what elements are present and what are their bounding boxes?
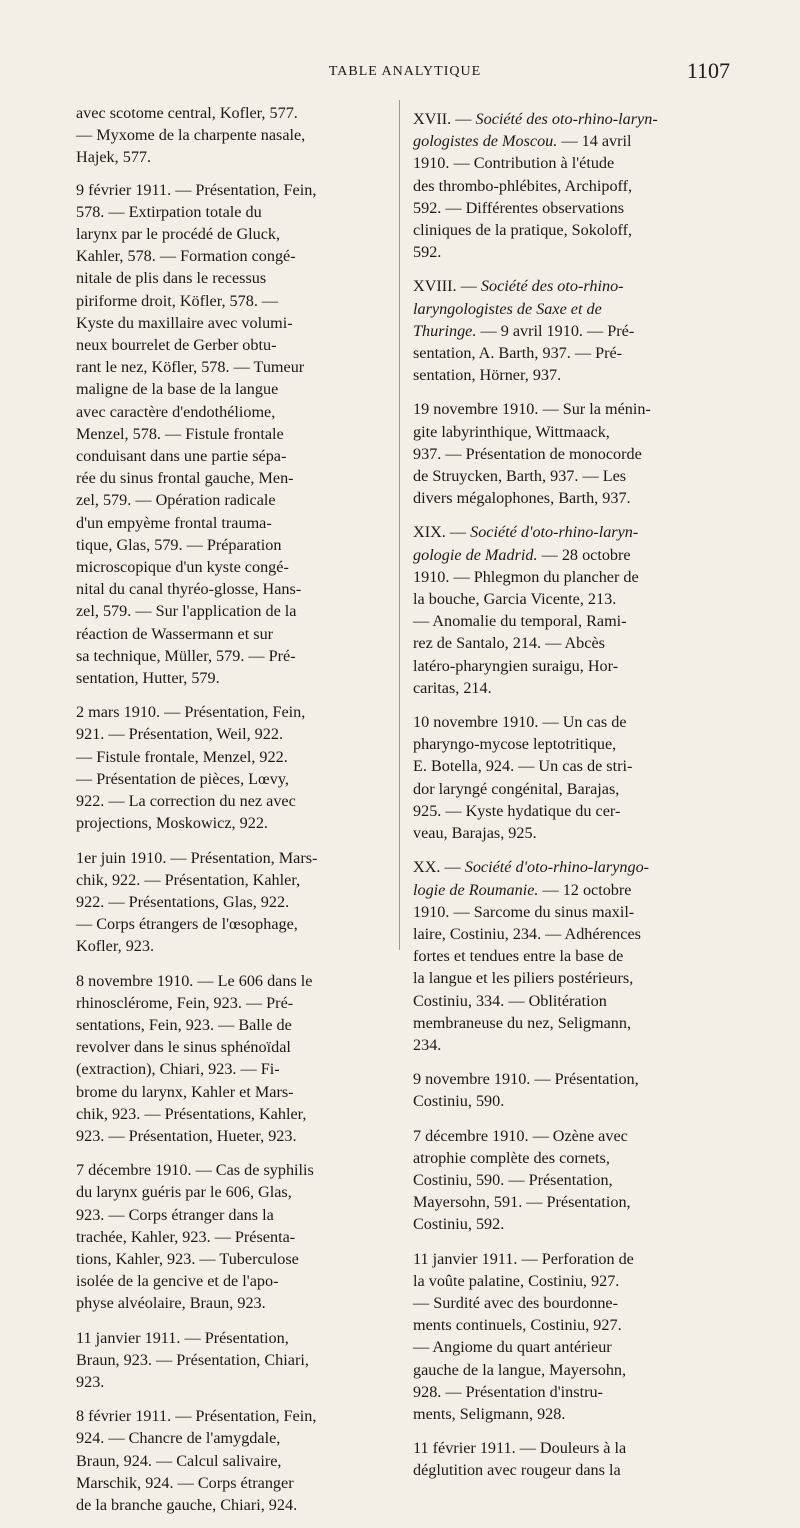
- entry-line: 924. — Chancre de l'amygdale,: [76, 1429, 281, 1448]
- entry-line: microscopique d'un kyste congé-: [76, 558, 289, 577]
- entry-line: 9 novembre 1910. — Présentation,: [413, 1070, 639, 1089]
- page-number: 1107: [686, 58, 730, 83]
- entry-line: 937. — Présentation de monocorde: [413, 444, 642, 463]
- index-entry: [76, 701, 386, 834]
- entry-line: conduisant dans une partie sépa-: [76, 447, 287, 466]
- section-number: XVII. —: [413, 110, 476, 128]
- entry-line: rée du sinus frontal gauche, Men-: [76, 469, 294, 488]
- entry-line: — Corps étrangers de l'œsophage,: [76, 915, 298, 934]
- entry-line: [413, 108, 731, 130]
- entry-line: Hajek, 577.: [76, 148, 152, 167]
- entry-line: 7 décembre 1910. — Ozène avec: [413, 1126, 628, 1145]
- entry-line: neux bourrelet de Gerber obtu-: [76, 336, 277, 355]
- entry-line: latéro-pharyngien suraigu, Hor-: [413, 656, 619, 675]
- entry-line: — Fistule frontale, Menzel, 922.: [76, 747, 288, 766]
- entry-line: (extraction), Chiari, 923. — Fi-: [76, 1060, 280, 1079]
- society-date: — 9 avril 1910. — Pré-: [476, 321, 635, 340]
- index-entry: [76, 1405, 386, 1516]
- entry-line: zel, 579. — Opération radicale: [76, 491, 276, 510]
- entry-line: avec scotome central, Kofler, 577.: [76, 104, 298, 122]
- entry-line: Marschik, 924. — Corps étranger: [76, 1473, 294, 1492]
- page-header: [0, 58, 800, 88]
- society-name: gologistes de Moscou.: [413, 132, 558, 151]
- index-entry: [76, 1159, 386, 1314]
- entry-line: veau, Barajas, 925.: [413, 824, 537, 843]
- entry-line: Menzel, 578. — Fistule frontale: [76, 424, 284, 443]
- entry-line: 921. — Présentation, Weil, 922.: [76, 725, 284, 744]
- entry-line: maligne de la base de la langue: [76, 380, 279, 399]
- entry-line: 8 février 1911. — Présentation, Fein,: [76, 1407, 317, 1426]
- society-name: logie de Roumanie.: [413, 880, 539, 899]
- society-section: [413, 108, 731, 263]
- entry-line: Kyste du maxillaire avec volumi-: [76, 313, 293, 332]
- entry-line: rhinosclérome, Fein, 923. — Pré-: [76, 993, 294, 1012]
- entry-line: 19 novembre 1910. — Sur la ménin-: [413, 400, 651, 419]
- society-section: [413, 856, 731, 1056]
- left-column: [76, 102, 386, 1528]
- entry-line: du larynx guéris par le 606, Glas,: [76, 1183, 292, 1202]
- index-entry: [413, 1125, 731, 1236]
- entry-line: 923. — Corps étranger dans la: [76, 1205, 274, 1224]
- entry-line: [413, 879, 731, 901]
- society-section: [413, 275, 731, 386]
- society-date: — 12 octobre: [538, 880, 632, 899]
- entry-line: atrophie complète des cornets,: [413, 1148, 610, 1167]
- entry-line: 11 janvier 1911. — Présentation,: [76, 1328, 289, 1347]
- entry-line: piriforme droit, Köfler, 578. —: [76, 291, 279, 310]
- entry-line: laire, Costiniu, 234. — Adhérences: [413, 924, 641, 943]
- entry-line: 925. — Kyste hydatique du cer-: [413, 801, 621, 820]
- entry-line: — Anomalie du temporal, Rami-: [413, 612, 627, 631]
- entry-line: zel, 579. — Sur l'application de la: [76, 602, 297, 621]
- entry-line: [413, 521, 731, 543]
- entry-line: réaction de Wassermann et sur: [76, 624, 274, 643]
- index-entry: [413, 1068, 731, 1112]
- entry-line: Costiniu, 334. — Oblitération: [413, 991, 607, 1010]
- entry-line: 10 novembre 1910. — Un cas de: [413, 713, 627, 732]
- entry-line: chik, 922. — Présentation, Kahler,: [76, 870, 301, 889]
- entry-line: des thrombo-phlébites, Archipoff,: [413, 176, 633, 195]
- entry-line: sentation, Hörner, 937.: [413, 366, 562, 385]
- entry-line: 1910. — Phlegmon du plancher de: [413, 567, 639, 586]
- entry-line: Kofler, 923.: [76, 937, 155, 956]
- right-column: [413, 102, 731, 1494]
- entry-line: — Angiome du quart antérieur: [413, 1338, 612, 1357]
- entry-line: [413, 856, 731, 878]
- society-name: Société des oto-rhino-laryn-: [475, 110, 658, 128]
- entry-line: Costiniu, 590.: [413, 1092, 505, 1111]
- entry-line: [413, 544, 731, 566]
- entry-line: 923.: [76, 1372, 105, 1391]
- index-entry: [413, 1437, 731, 1481]
- entry-line: avec caractère d'endothéliome,: [76, 402, 276, 421]
- entry-line: nitale de plis dans le recessus: [76, 269, 267, 288]
- index-entry: [413, 398, 731, 509]
- section-number: XVIII. —: [413, 277, 481, 296]
- column-divider: [399, 100, 400, 950]
- index-entry: [76, 847, 386, 958]
- entry-line: gite labyrinthique, Wittmaack,: [413, 422, 610, 441]
- entry-line: sentation, A. Barth, 937. — Pré-: [413, 344, 623, 363]
- index-entry: [413, 1248, 731, 1426]
- entry-line: trachée, Kahler, 923. — Présenta-: [76, 1227, 296, 1246]
- entry-line: déglutition avec rougeur dans la: [413, 1461, 621, 1480]
- entry-line: chik, 923. — Présentations, Kahler,: [76, 1104, 307, 1123]
- society-date: — 28 octobre: [537, 545, 631, 564]
- entry-line: fortes et tendues entre la base de: [413, 947, 624, 966]
- entry-line: 2 mars 1910. — Présentation, Fein,: [76, 703, 306, 722]
- entry-line: dor laryngé congénital, Barajas,: [413, 779, 620, 798]
- entry-line: [413, 130, 731, 152]
- entry-line: Braun, 924. — Calcul salivaire,: [76, 1451, 282, 1470]
- entry-line: de la branche gauche, Chiari, 924.: [76, 1495, 298, 1514]
- entry-line: rant le nez, Köfler, 578. — Tumeur: [76, 358, 305, 377]
- entry-line: membraneuse du nez, Seligmann,: [413, 1013, 632, 1032]
- society-section: [413, 521, 731, 699]
- society-date: — 14 avril: [557, 132, 632, 151]
- entry-line: revolver dans le sinus sphénoïdal: [76, 1038, 291, 1057]
- entry-line: 11 janvier 1911. — Perforation de: [413, 1249, 634, 1268]
- section-number: XIX. —: [413, 523, 471, 542]
- entry-line: 9 février 1911. — Présentation, Fein,: [76, 180, 317, 199]
- entry-line: 1910. — Sarcome du sinus maxil-: [413, 902, 635, 921]
- entry-line: pharyngo-mycose leptotritique,: [413, 735, 617, 754]
- entry-line: — Présentation de pièces, Lœvy,: [76, 769, 289, 788]
- entry-line: gauche de la langue, Mayersohn,: [413, 1360, 627, 1379]
- entry-line: la bouche, Garcia Vicente, 213.: [413, 590, 617, 609]
- entry-line: 1910. — Contribution à l'étude: [413, 154, 615, 173]
- entry-line: [413, 275, 731, 297]
- entry-line: 8 novembre 1910. — Le 606 dans le: [76, 971, 313, 990]
- entry-line: [413, 320, 731, 342]
- society-name: laryngologistes de Saxe et de: [413, 299, 602, 318]
- entry-line: [413, 298, 731, 320]
- index-entry: [76, 102, 386, 169]
- society-name: Société d'oto-rhino-laryn-: [470, 523, 639, 542]
- society-name: gologie de Madrid.: [413, 545, 538, 564]
- entry-line: de Struycken, Barth, 937. — Les: [413, 467, 627, 486]
- entry-line: ments, Seligmann, 928.: [413, 1404, 566, 1423]
- entry-line: tique, Glas, 579. — Préparation: [76, 535, 282, 554]
- entry-line: Costiniu, 592.: [413, 1215, 505, 1234]
- entry-line: — Surdité avec des bourdonne-: [413, 1293, 618, 1312]
- index-entry: [76, 1327, 386, 1394]
- entry-line: 592.: [413, 243, 442, 262]
- entry-line: sentations, Fein, 923. — Balle de: [76, 1015, 292, 1034]
- entry-line: E. Botella, 924. — Un cas de stri-: [413, 757, 633, 776]
- society-name: Société des oto-rhino-: [480, 277, 624, 296]
- entry-line: nital du canal thyréo-glosse, Hans-: [76, 580, 302, 599]
- entry-line: 234.: [413, 1035, 442, 1054]
- entry-line: la langue et les piliers postérieurs,: [413, 969, 634, 988]
- entry-line: 592. — Différentes observations: [413, 198, 624, 217]
- entry-line: Costiniu, 590. — Présentation,: [413, 1170, 613, 1189]
- entry-line: larynx par le procédé de Gluck,: [76, 225, 281, 244]
- entry-line: 7 décembre 1910. — Cas de syphilis: [76, 1161, 314, 1180]
- running-title: TABLE ANALYTIQUE: [328, 64, 482, 79]
- entry-line: sentation, Hutter, 579.: [76, 669, 220, 688]
- entry-line: sa technique, Müller, 579. — Pré-: [76, 646, 296, 665]
- entry-line: 922. — Présentations, Glas, 922.: [76, 892, 290, 911]
- entry-line: Kahler, 578. — Formation congé-: [76, 247, 296, 266]
- entry-line: projections, Moskowicz, 922.: [76, 814, 268, 833]
- entry-line: 923. — Présentation, Hueter, 923.: [76, 1126, 297, 1145]
- entry-line: ments continuels, Costiniu, 927.: [413, 1316, 622, 1335]
- entry-line: 928. — Présentation d'instru-: [413, 1382, 603, 1401]
- entry-line: la voûte palatine, Costiniu, 927.: [413, 1271, 620, 1290]
- entry-line: 578. — Extirpation totale du: [76, 202, 262, 221]
- entry-line: rez de Santalo, 214. — Abcès: [413, 634, 605, 653]
- society-name: Thuringe.: [413, 321, 477, 340]
- entry-line: 11 février 1911. — Douleurs à la: [413, 1439, 627, 1458]
- entry-line: 1er juin 1910. — Présentation, Mars-: [76, 848, 318, 867]
- index-entry: [76, 179, 386, 690]
- section-number: XX. —: [413, 858, 465, 877]
- entry-line: Mayersohn, 591. — Présentation,: [413, 1193, 631, 1212]
- entry-line: tions, Kahler, 923. — Tuberculose: [76, 1249, 299, 1268]
- entry-line: d'un empyème frontal trauma-: [76, 513, 272, 532]
- entry-line: caritas, 214.: [413, 678, 492, 697]
- entry-line: physe alvéolaire, Braun, 923.: [76, 1294, 266, 1313]
- entry-line: divers mégalophones, Barth, 937.: [413, 489, 631, 508]
- index-entry: [76, 970, 386, 1148]
- society-name: Société d'oto-rhino-laryngo-: [464, 858, 650, 877]
- entry-line: 922. — La correction du nez avec: [76, 792, 296, 811]
- index-entry: [413, 711, 731, 844]
- entry-line: isolée de la gencive et de l'apo-: [76, 1272, 279, 1291]
- entry-line: — Myxome de la charpente nasale,: [76, 126, 306, 145]
- entry-line: cliniques de la pratique, Sokoloff,: [413, 221, 633, 240]
- entry-line: brome du larynx, Kahler et Mars-: [76, 1082, 294, 1101]
- entry-line: Braun, 923. — Présentation, Chiari,: [76, 1350, 309, 1369]
